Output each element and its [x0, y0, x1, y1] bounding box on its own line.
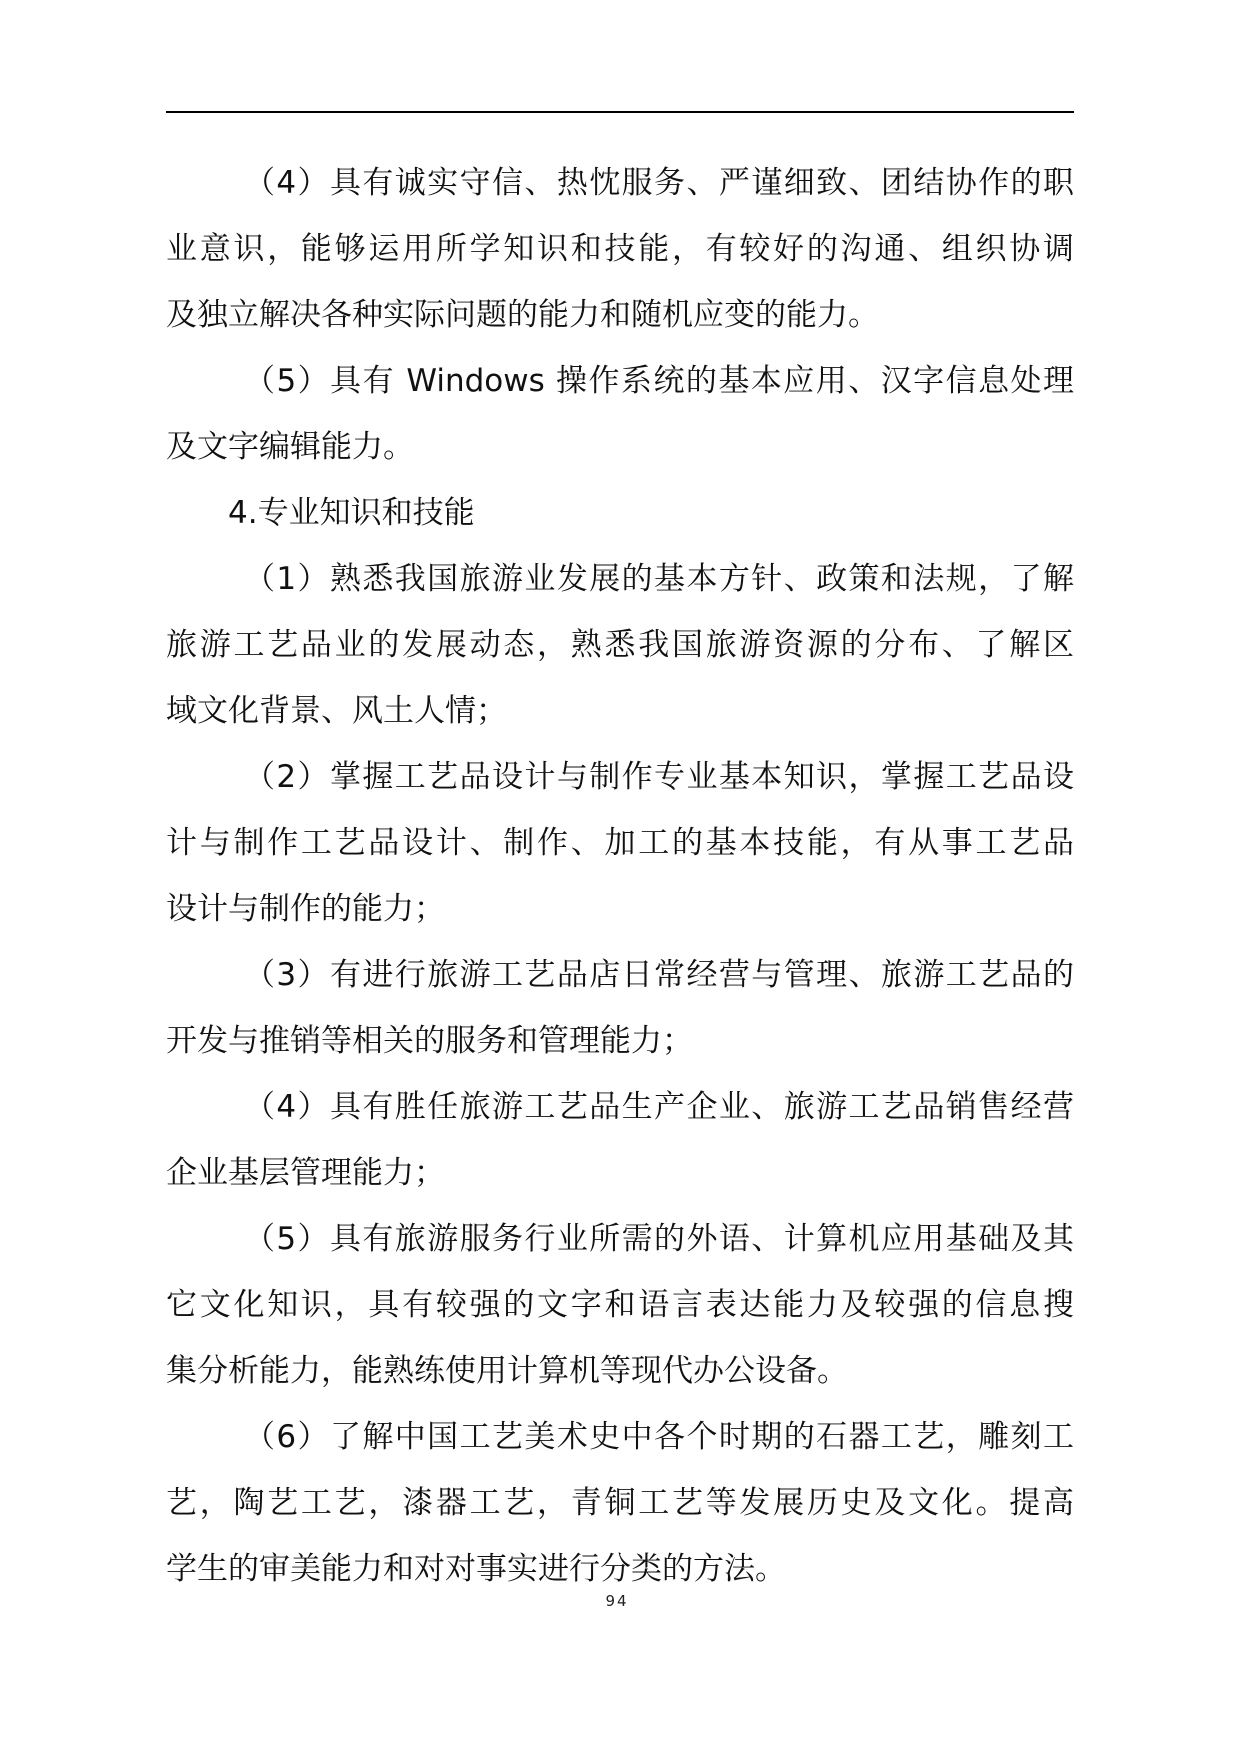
document-body [166, 150, 1074, 1602]
text-line: 及文字编辑能力。 [166, 429, 414, 465]
text-line: （3）有进行旅游工艺品店日常经营与管理、旅游工艺品的 [244, 957, 1074, 993]
text-line: 开发与推销等相关的服务和管理能力； [166, 1023, 693, 1059]
text-line: 它文化知识，具有较强的文字和语言表达能力及较强的信息搜 [166, 1287, 1074, 1323]
text-line: 艺，陶艺工艺，漆器工艺，青铜工艺等发展历史及文化。提高 [166, 1485, 1074, 1521]
text-line: （4）具有诚实守信、热忱服务、严谨细致、团结协作的职 [244, 165, 1074, 201]
text-line: （5）具有 Windows 操作系统的基本应用、汉字信息处理 [244, 363, 1074, 399]
text-line: （1）熟悉我国旅游业发展的基本方针、政策和法规，了解 [244, 561, 1074, 597]
text-line: （6）了解中国工艺美术史中各个时期的石器工艺，雕刻工 [244, 1419, 1074, 1455]
text-line: 计与制作工艺品设计、制作、加工的基本技能，有从事工艺品 [166, 825, 1074, 861]
text-line: （5）具有旅游服务行业所需的外语、计算机应用基础及其 [244, 1221, 1074, 1257]
text-line: （4）具有胜任旅游工艺品生产企业、旅游工艺品销售经营 [244, 1089, 1074, 1125]
text-line: 学生的审美能力和对对事实进行分类的方法。 [166, 1551, 786, 1587]
text-line: 企业基层管理能力； [166, 1155, 445, 1191]
text-line: 业意识，能够运用所学知识和技能，有较好的沟通、组织协调 [166, 231, 1074, 267]
text-line: （2）掌握工艺品设计与制作专业基本知识，掌握工艺品设 [244, 759, 1074, 795]
text-line: 及独立解决各种实际问题的能力和随机应变的能力。 [166, 297, 879, 333]
text-line: 旅游工艺品业的发展动态，熟悉我国旅游资源的分布、了解区 [166, 627, 1074, 663]
text-line: 集分析能力，能熟练使用计算机等现代办公设备。 [166, 1353, 848, 1389]
header-rule [166, 111, 1074, 113]
text-line: 设计与制作的能力； [166, 891, 445, 927]
text-line: 域文化背景、风土人情； [166, 693, 507, 729]
section-heading: 4.专业知识和技能 [228, 495, 475, 531]
page-number: 94 [605, 1592, 629, 1610]
